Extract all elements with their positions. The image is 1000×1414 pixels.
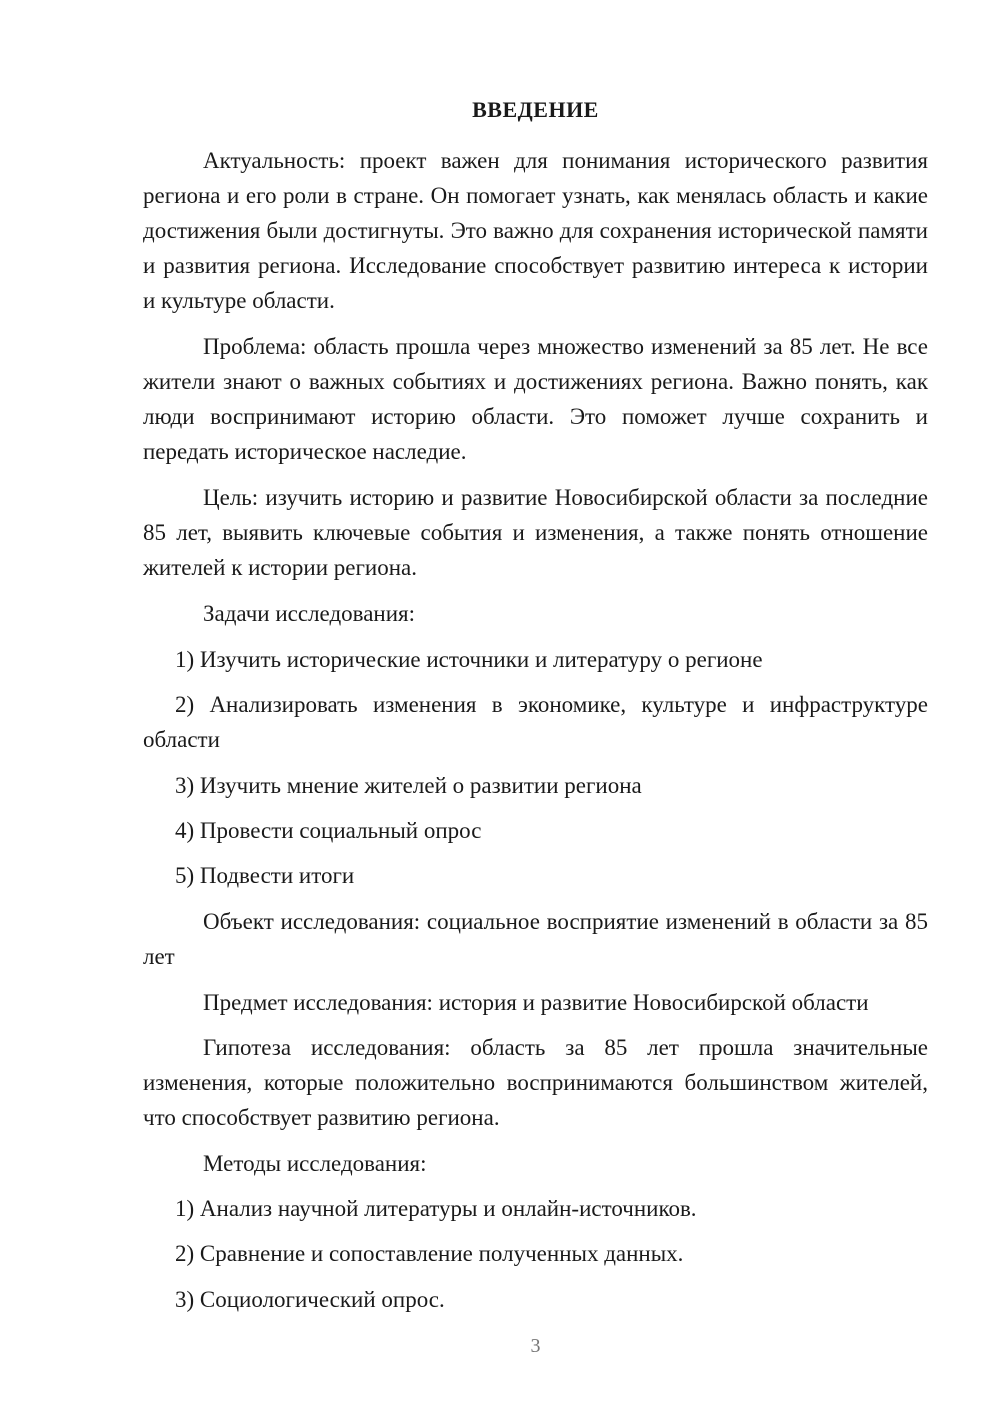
methods-heading: Методы исследования: xyxy=(203,1151,427,1176)
list-item: 3) Социологический опрос. xyxy=(175,1287,445,1312)
problem-paragraph: Проблема: область прошла через множество изменений за 85 лет. Не все жители знают о важных событиях и достижениях региона. Важно понять, как люди воспринимают историю области. Это поможет лучше сохранить и передать историческое наследие. xyxy=(143,334,928,464)
section-title: ВВЕДЕНИЕ xyxy=(472,97,599,122)
page-number: 3 xyxy=(530,1335,541,1357)
list-item: 4) Провести социальный опрос xyxy=(175,818,482,843)
list-item: 2) Анализировать изменения в экономике, культуре и инфраструктуре области xyxy=(143,692,928,752)
object-paragraph: Объект исследования: социальное восприятие изменений в области за 85 лет xyxy=(143,909,928,969)
hypothesis-paragraph: Гипотеза исследования: область за 85 лет прошла значительные изменения, которые положительно воспринимаются большинством жителей, что способствует развитию региона. xyxy=(143,1035,928,1130)
list-item: 5) Подвести итоги xyxy=(175,863,355,888)
list-item: 3) Изучить мнение жителей о развитии региона xyxy=(175,773,642,798)
tasks-heading: Задачи исследования: xyxy=(203,601,416,626)
list-item: 1) Изучить исторические источники и литературу о регионе xyxy=(175,647,763,672)
subject-paragraph: Предмет исследования: история и развитие Новосибирской области xyxy=(203,990,869,1015)
goal-paragraph: Цель: изучить историю и развитие Новосибирской области за последние 85 лет, выявить ключевые события и изменения, а также понять отношение жителей к истории региона. xyxy=(143,485,928,580)
list-item: 2) Сравнение и сопоставление полученных данных. xyxy=(175,1241,684,1266)
relevance-paragraph: Актуальность: проект важен для понимания исторического развития региона и его роли в стране. Он помогает узнать, как менялась область и какие достижения были достигнуты. Это важно для сохранения исторической памяти и развития региона. Исследование способствует развитию интереса к истории и культуре области. xyxy=(143,148,928,313)
list-item: 1) Анализ научной литературы и онлайн-источников. xyxy=(175,1196,697,1221)
